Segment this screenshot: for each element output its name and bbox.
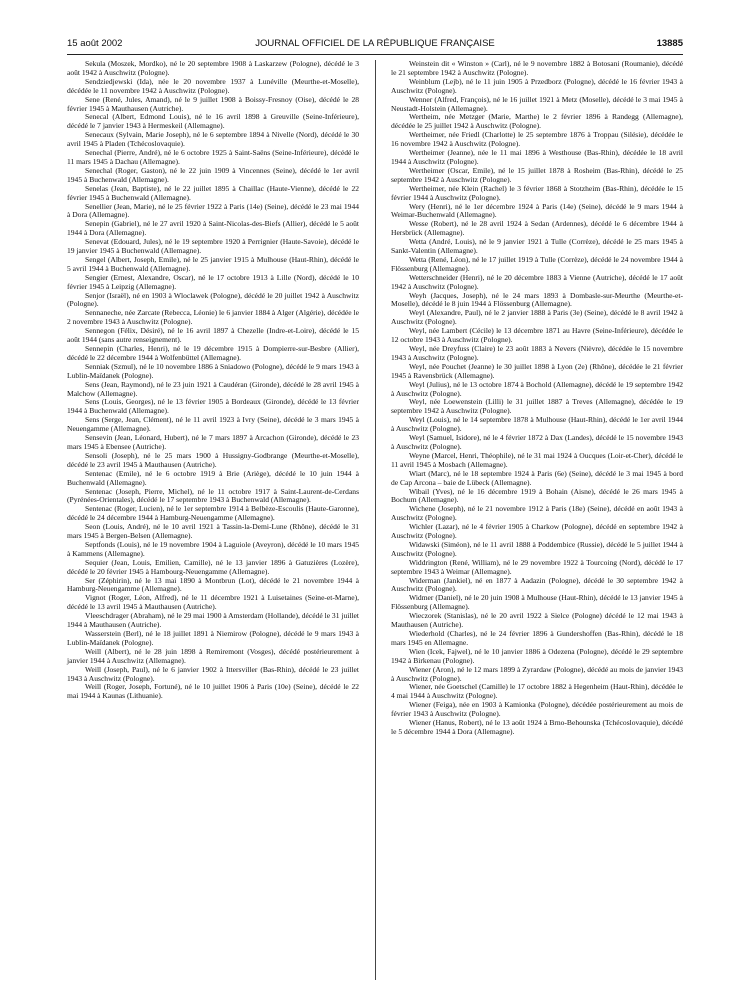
- death-record-entry: Weyl, née Pouchet (Jeanne) le 30 juillet 1898 à Lyon (2e) (Rhône), décédée le 21 février 1945 à Ravensbrück (Allemagne).: [391, 361, 683, 380]
- death-record-entry: Wiener (Feiga), née en 1903 à Kamionka (Pologne), décédée postérieurement au mois de février 1943 à Auschwitz (Pologne).: [391, 700, 683, 719]
- death-record-entry: Wiart (Marc), né le 18 septembre 1924 à Paris (6e) (Seine), décédé le 3 mai 1945 à bord de Cap Arcona – baie de Lübeck (Allemagne).: [391, 468, 683, 487]
- death-record-entry: Wichler (Lazar), né le 4 février 1905 à Charkow (Pologne), décédé en septembre 1942 à Auschwitz (Pologne).: [391, 522, 683, 541]
- death-record-entry: Weyl (Julius), né le 13 octobre 1874 à Bochold (Allemagne), décédé le 19 septembre 1942 à Auschwitz (Pologne).: [391, 379, 683, 398]
- death-record-entry: Widdrington (René, William), né le 29 novembre 1922 à Tourcoing (Nord), décédé le 17 septembre 1943 à Weimar (Allemagne).: [391, 557, 683, 576]
- header-date: 15 août 2002: [67, 38, 123, 49]
- death-record-entry: Weinblum (Lejb), né le 11 juin 1905 à Przedborz (Pologne), décédé le 16 février 1943 à Auschwitz (Pologne).: [391, 76, 683, 95]
- death-record-entry: Wertheimer, née Friedl (Charlotte) le 25 septembre 1876 à Troppau (Silésie), décédée le 16 novembre 1942 à Auschwitz (Pologne).: [391, 130, 683, 149]
- death-record-entry: Septfonds (Louis), né le 19 novembre 1904 à Laguiole (Aveyron), décédé le 10 mars 1945 à Kammens (Allemagne).: [67, 539, 359, 558]
- death-record-entry: Sengier (Ernest, Alexandre, Oscar), né le 17 octobre 1913 à Lille (Nord), décédé le 10 février 1945 à Leipzig (Allemagne).: [67, 272, 359, 291]
- death-record-entry: Wertheimer (Jeanne), née le 11 mai 1896 à Westhouse (Bas-Rhin), décédée le 18 avril 1944 à Auschwitz (Pologne).: [391, 148, 683, 166]
- death-record-entry: Wichene (Joseph), né le 21 novembre 1912 à Paris (18e) (Seine), décédé en août 1943 à Auschwitz (Pologne).: [391, 504, 683, 523]
- death-record-entry: Wien (Icek, Fajwel), né le 10 janvier 1886 à Odezena (Pologne), décédé le 29 septembre 1942 à Birkenau (Pologne).: [391, 646, 683, 665]
- right-column: [391, 60, 683, 737]
- header-page-number: 13885: [656, 38, 683, 49]
- header-rule: [67, 54, 683, 55]
- death-record-entry: Senepin (Gabriel), né le 27 avril 1920 à Saint-Nicolas-des-Biefs (Allier), décédé le 5 août 1944 à Dora (Allemagne).: [67, 219, 359, 238]
- death-record-entry: Widerman (Jankiel), né en 1877 à Aadazin (Pologne), décédé le 30 septembre 1942 à Auschwitz (Pologne).: [391, 575, 683, 594]
- death-record-entry: Sentenac (Emile), né le 6 octobre 1919 à Brie (Ariège), décédé le 10 juin 1944 à Buchenwald (Allemagne).: [67, 468, 359, 487]
- death-record-entry: Wieczorek (Stanislas), né le 20 avril 1922 à Sielce (Pologne) décédé le 12 mai 1943 à Mauthausen (Autriche).: [391, 611, 683, 630]
- death-record-entry: Senelas (Jean, Baptiste), né le 22 juillet 1895 à Chaillac (Haute-Vienne), décédé le 22 février 1945 à Buchenwald (Allemagne).: [67, 183, 359, 202]
- death-record-entry: Wiener (Aron), né le 12 mars 1899 à Zyrardaw (Pologne), décédé au mois de janvier 1943 à Auschwitz (Pologne).: [391, 664, 683, 683]
- death-record-entry: Weyl (Samuel, Isidore), né le 4 février 1872 à Dax (Landes), décédé le 15 novembre 1943 à Auschwitz (Pologne).: [391, 433, 683, 451]
- death-record-entry: Sendziedjewski (Ida), née le 20 novembre 1937 à Lunéville (Meurthe-et-Moselle), décédée le 11 novembre 1942 à Auschwitz (Pologne).: [67, 76, 359, 95]
- death-record-entry: Wetta (René, Léon), né le 17 juillet 1919 à Tulle (Corrèze), décédé le 24 novembre 1944 à Flössenburg (Allemagne).: [391, 254, 683, 273]
- header-title: JOURNAL OFFICIEL DE LA RÉPUBLIQUE FRANÇAISE: [255, 38, 495, 49]
- death-record-entry: Sennegon (Félix, Désiré), né le 16 avril 1897 à Chezelle (Indre-et-Loire), décédé le 15 août 1944 (sans autre renseignement).: [67, 326, 359, 345]
- death-record-entry: Weyl (Louis), né le 14 septembre 1878 à Mulhouse (Haut-Rhin), décédé le 1er avril 1944 à Auschwitz (Pologne).: [391, 415, 683, 434]
- left-column: [67, 60, 359, 701]
- death-record-entry: Weyne (Marcel, Henri, Théophile), né le 31 mai 1924 à Oucques (Loir-et-Cher), décédé le 11 avril 1945 à Mosbach (Allemagne).: [391, 450, 683, 469]
- death-record-entry: Wertheimer, née Klein (Rachel) le 3 février 1868 à Stotzheim (Bas-Rhin), décédée le 15 février 1944 à Auschwitz (Pologne).: [391, 183, 683, 202]
- death-record-entry: Sekula (Moszek, Mordko), né le 20 septembre 1908 à Laskarzew (Pologne), décédé le 3 août 1942 à Auschwitz (Pologne).: [67, 59, 359, 77]
- death-record-entry: Sens (Jean, Raymond), né le 23 juin 1921 à Caudéran (Gironde), décédé le 28 avril 1945 à Malchow (Allemagne).: [67, 379, 359, 398]
- column-divider: [375, 60, 376, 980]
- death-record-entry: Weyl, née Dreyfuss (Claire) le 23 août 1883 à Nevers (Nièvre), décédée le 15 novembre 1943 à Auschwitz (Pologne).: [391, 344, 683, 362]
- death-record-entry: Senniak (Szmul), né le 10 novembre 1886 à Sniadowo (Pologne), décédé le 9 mars 1943 à Lublin-Maïdanek (Pologne).: [67, 361, 359, 380]
- death-record-entry: Wibail (Yves), né le 16 décembre 1919 à Bohain (Aisne), décédé le 26 mars 1945 à Bochum (Allemagne).: [391, 486, 683, 505]
- death-record-entry: Wetta (André, Louis), né le 9 janvier 1921 à Tulle (Corrèze), décédé le 25 mars 1945 à Sankt-Valentin (Allemagne).: [391, 237, 683, 256]
- death-record-entry: Sene (René, Jules, Amand), né le 9 juillet 1908 à Boissy-Fresnoy (Oise), décédé le 28 février 1945 à Mauthausen (Autriche).: [67, 94, 359, 113]
- death-record-entry: Wiener, née Goetschel (Camille) le 17 octobre 1882 à Hegenheim (Haut-Rhin), décédée le 4 mai 1944 à Auschwitz (Pologne).: [391, 682, 683, 701]
- death-record-entry: Sensevin (Jean, Léonard, Hubert), né le 7 mars 1897 à Arcachon (Gironde), décédé le 23 mars 1945 à Ebensee (Autriche).: [67, 433, 359, 451]
- death-record-entry: Senevat (Edouard, Jules), né le 19 septembre 1920 à Perrignier (Haute-Savoie), décédé le 19 janvier 1945 à Buchenwald (Allemagne).: [67, 237, 359, 256]
- death-record-entry: Weyl, née Lambert (Cécile) le 13 décembre 1871 au Havre (Seine-Inférieure), décédée le 12 octobre 1943 à Auschwitz (Pologne).: [391, 326, 683, 345]
- death-record-entry: Sens (Louis, Georges), né le 13 février 1905 à Bordeaux (Gironde), décédé le 13 février 1944 à Buchenwald (Allemagne).: [67, 397, 359, 416]
- death-record-entry: Senjor (Israël), né en 1903 à Wloclawek (Pologne), décédé le 20 juillet 1942 à Auschwitz (Pologne).: [67, 290, 359, 309]
- death-record-entry: Wasserstein (Berl), né le 18 juillet 1891 à Niemirow (Pologne), décédé le 9 mars 1943 à Lublin-Maïdanek (Pologne).: [67, 629, 359, 647]
- death-record-entry: Ser (Zéphirin), né le 13 mai 1890 à Montbrun (Lot), décédé le 21 novembre 1944 à Hamburg-Neuengamme (Allemagne).: [67, 575, 359, 594]
- death-record-entry: Vignot (Roger, Léon, Alfred), né le 11 décembre 1921 à Luisetaines (Seine-et-Marne), décédé le 13 avril 1945 à Mauthausen (Autriche).: [67, 593, 359, 612]
- death-record-entry: Senecaux (Sylvain, Marie Joseph), né le 6 septembre 1894 à Nivelle (Nord), décédé le 30 avril 1945 à Pladen (Tchécoslovaquie).: [67, 130, 359, 149]
- death-record-entry: Widawski (Siméon), né le 11 avril 1888 à Poddembice (Russie), décédé le 5 juillet 1944 à Auschwitz (Pologne).: [391, 539, 683, 558]
- death-record-entry: Senechal (Roger, Gaston), né le 22 juin 1909 à Vincennes (Seine), décédé le 1er avril 1945 à Buchenwald (Allemagne).: [67, 165, 359, 184]
- death-record-entry: Sens (Serge, Jean, Clément), né le 11 avril 1923 à Ivry (Seine), décédé le 3 mars 1945 à Neuengamme (Allemagne).: [67, 415, 359, 434]
- death-record-entry: Sentenac (Roger, Lucien), né le 1er septembre 1914 à Belbèze-Escoulis (Haute-Garonne), décédé le 24 décembre 1944 à Hamburg-Neuengamme (Allemagne).: [67, 504, 359, 523]
- death-record-entry: Senechal (Pierre, André), né le 6 octobre 1925 à Saint-Saëns (Seine-Inférieure), décédé le 11 mars 1945 à Dachau (Allemagne).: [67, 148, 359, 166]
- death-record-entry: Weyh (Jacques, Joseph), né le 24 mars 1893 à Dombasle-sur-Meurthe (Meurthe-et-Moselle), décédé le 8 juin 1944 à Flössenburg (Allemagne).: [391, 290, 683, 309]
- death-record-entry: Wetterschneider (Henri), né le 20 décembre 1883 à Vienne (Autriche), décédé le 17 août 1942 à Auschwitz (Pologne).: [391, 272, 683, 291]
- death-record-entry: Wertheimer (Oscar, Emile), né le 15 juillet 1878 à Rosheim (Bas-Rhin), décédé le 25 septembre 1942 à Auschwitz (Pologne).: [391, 165, 683, 184]
- death-record-entry: Wenner (Alfred, François), né le 16 juillet 1921 à Metz (Moselle), décédé le 3 mai 1945 à Neustadt-Holstein (Allemagne).: [391, 94, 683, 113]
- death-record-entry: Weyl (Alexandre, Paul), né le 2 janvier 1888 à Paris (3e) (Seine), décédé le 8 avril 1942 à Auschwitz (Pologne).: [391, 308, 683, 327]
- death-record-entry: Wery (Henri), né le 1er décembre 1924 à Paris (14e) (Seine), décédé le 9 mars 1944 à Weimar-Buchenwald (Allemagne).: [391, 201, 683, 220]
- death-record-entry: Sengel (Albert, Joseph, Emile), né le 25 janvier 1915 à Mulhouse (Haut-Rhin), décédé le 5 avril 1944 à Buchenwald (Allemagne).: [67, 254, 359, 273]
- death-record-entry: Sensoli (Joseph), né le 25 mars 1900 à Hussigny-Godbrange (Meurthe-et-Moselle), décédé le 23 avril 1945 à Mauthausen (Autriche).: [67, 450, 359, 469]
- death-record-entry: Seon (Louis, André), né le 10 avril 1921 à Tassin-la-Demi-Lune (Rhône), décédé le 31 mars 1945 à Bergen-Belsen (Allemagne).: [67, 522, 359, 541]
- death-record-entry: Weyl, née Loewenstein (Lilli) le 31 juillet 1887 à Treves (Allemagne), décédée le 19 septembre 1942 à Auschwitz (Pologne).: [391, 397, 683, 416]
- death-record-entry: Sennaneche, née Zarcate (Rebecca, Léonie) le 6 janvier 1884 à Alger (Algérie), décédée le 2 novembre 1943 à Auschwitz (Pologne).: [67, 308, 359, 327]
- death-record-entry: Wertheim, née Metzger (Marie, Marthe) le 2 février 1896 à Randegg (Allemagne), décédée le 25 juillet 1942 à Auschwitz (Pologne).: [391, 112, 683, 131]
- death-record-entry: Wesse (Robert), né le 28 avril 1924 à Sedan (Ardennes), décédé le 6 décembre 1944 à Hersbrück (Allemagne).: [391, 219, 683, 238]
- page-header: [67, 38, 683, 52]
- death-record-entry: Wiener (Hanus, Robert), né le 13 août 1924 à Brno-Behounska (Tchécoslovaquie), décédé le 5 décembre 1944 à Dora (Allemagne).: [391, 718, 683, 736]
- death-record-entry: Widmer (Daniel), né le 20 juin 1908 à Mulhouse (Haut-Rhin), décédé le 13 janvier 1945 à Flössenburg (Allemagne).: [391, 593, 683, 612]
- death-record-entry: Weinstein dit « Winston » (Carl), né le 9 novembre 1882 à Botosani (Roumanie), décédé le 21 septembre 1942 à Auschwitz (Pologne).: [391, 59, 683, 77]
- death-record-entry: Sequier (Jean, Louis, Emilien, Camille), né le 13 janvier 1896 à Gatuzières (Lozère), décédé le 20 février 1945 à Hambourg-Neuengamme (Allemagne).: [67, 557, 359, 576]
- death-record-entry: Vleeschdrager (Abraham), né le 29 mai 1900 à Amsterdam (Hollande), décédé le 31 juillet 1944 à Mauthausen (Autriche).: [67, 611, 359, 630]
- death-record-entry: Weill (Albert), né le 28 juin 1898 à Remiremont (Vosges), décédé postérieurement à janvier 1944 à Auschwitz (Allemagne).: [67, 646, 359, 665]
- death-record-entry: Weill (Joseph, Paul), né le 6 janvier 1902 à Ittersviller (Bas-Rhin), décédé le 23 juillet 1943 à Auschwitz (Pologne).: [67, 664, 359, 683]
- death-record-entry: Sentenac (Joseph, Pierre, Michel), né le 11 octobre 1917 à Saint-Laurent-de-Cerdans (Pyrénées-Orientales), décédé le 17 septembre 1943 à Buchenwald (Allemagne).: [67, 486, 359, 505]
- death-record-entry: Wiederhold (Charles), né le 24 février 1896 à Gundershoffen (Bas-Rhin), décédé le 18 mars 1945 en Allemagne.: [391, 629, 683, 647]
- death-record-entry: Weill (Roger, Joseph, Fortuné), né le 10 juillet 1906 à Paris (10e) (Seine), décédé le 22 mai 1944 à Kaunas (Lithuanie).: [67, 682, 359, 701]
- death-record-entry: Senellier (Jean, Marie), né le 25 février 1922 à Paris (14e) (Seine), décédé le 23 mai 1944 à Dora (Allemagne).: [67, 201, 359, 220]
- death-record-entry: Sennepin (Charles, Henri), né le 19 décembre 1915 à Dompierre-sur-Besbre (Allier), décédé le 22 décembre 1944 à Wolfenbüttel (Allemagne).: [67, 344, 359, 362]
- death-record-entry: Senecal (Albert, Edmond Louis), né le 16 avril 1898 à Greuville (Seine-Inférieure), décédé le 7 janvier 1943 à Hermeskeil (Allemagne).: [67, 112, 359, 131]
